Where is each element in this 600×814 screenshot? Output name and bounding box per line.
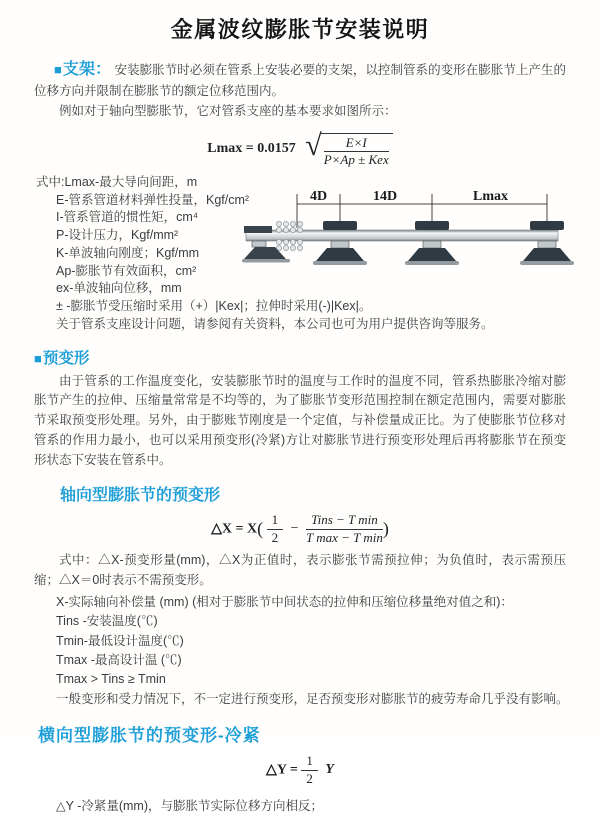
predeform-heading-text: 预变形 [42,349,90,367]
lmax-fraction-denominator: P×Ap ± Kex [323,152,389,168]
temp-denominator: T max − T min [305,529,383,545]
one-half-fraction [301,754,318,786]
blue-square-icon: ■ [54,62,62,77]
axial-subsection-heading: 轴向型膨胀节的预变形 [60,487,221,505]
support-example-line: 例如对于轴向型膨胀节，它对管系支座的基本要求如图所示： [59,104,397,119]
axial-list-item: Tmin-最低设计温度(℃) [56,633,184,648]
half-denominator: 2 [271,529,279,545]
support-intro-paragraph [34,57,566,102]
lateral-note-line: △Y -冷紧量(mm)，与膨胀节实际位移方向相反； [56,799,324,814]
dim-label-14d: 14D [373,189,398,204]
lateral-formula-lhs: △Y = [266,762,298,778]
axial-list-item: Tins -安装温度(℃) [56,614,158,629]
definition-item: P-设计压力，Kgf/mm² [56,228,179,243]
open-paren: ( [257,518,264,539]
lateral-formula [0,754,600,786]
lateral-formula-rhs: Y [325,762,334,778]
one-half-fraction [267,513,284,545]
temperature-fraction [306,513,383,545]
definition-item: 式中:Lmax-最大导向间距，m [36,174,198,189]
axial-list-item: Tmax -最高设计温 (℃) [56,653,182,668]
axial-list-item: Tmax > Tins ≥ Tmin [56,672,166,687]
definition-item: ± -膨胀节受压缩时采用（+）|Kex|；拉伸时采用(-)|Kex|。 [56,299,372,314]
axial-explain-paragraph: 式中：△X-预变形量(mm)，△X为正值时，表示膨张节需预拉伸；为负值时，表示需预压缩；△X＝0时表示不需预变形。 [34,553,566,588]
half-numerator: 1 [267,513,284,530]
definition-item: Ap-膨胀节有效面积，cm² [56,263,197,278]
lmax-fraction [324,136,389,168]
blue-square-icon: ■ [34,350,42,366]
lmax-fraction-numerator: E×I [324,136,389,153]
definition-item: 关于管系支座设计问题，请参阅有关资料，本公司也可为用户提供咨询等服务。 [56,316,494,331]
predeform-body-paragraph: 由于管系的工作温度变化，安装膨胀节时的温度与工作时的温度不同，管系热膨胀冷缩对膨胀节产生的拉伸、压缩量常常是不均等的，为了膨胀节变形范围控制在额定范围内，需要对膨胀节采取预变形处理。另外，由于膨账节刚度是一个定值，与补偿量成正比。为了使膨胀节位移对管系的作用力最小，也可以采用预变形(冷紧)方让对膨胀节进行预变形处理后再将膨胀节在预变形状态下安装在管系中。 [34,373,566,467]
axial-list-item: 一般变形和受力情况下，不一定进行预变形，足否预变形对膨胀节的疲劳寿命几乎没有影响。 [56,691,569,706]
axial-list-item: X-实际轴向补偿量 (mm) (相对于膨胀节中间状态的拉伸和压缩位移量绝对值之和)： [56,594,513,609]
definition-item: K-单波轴向刚度；Kgf/mm [56,245,200,260]
half-numerator: 1 [301,754,318,771]
definition-item: E-管系管道材料弹性投量，Kgf/cm² [56,192,250,207]
half-denominator: 2 [306,770,313,786]
definition-item: ex-单波轴向位移，mm [56,281,182,296]
support-intro-text: 安装膨胀节时必须在管系上安装必要的支架，以控制管系的变形在膨胀节上产生的位移方向并限制在膨胀节的额定位移范围内。 [34,63,566,99]
pipe-support-diagram [240,186,600,288]
sqrt-body [320,133,393,168]
pipe-support [520,221,574,265]
definition-item: I-管系管道的惯性矩，cm⁴ [56,210,199,225]
sqrt-sign: √ [305,128,322,162]
axial-formula-lhs: △X = X [211,521,258,537]
temp-numerator: Tins − T min [306,513,383,530]
close-paren: ) [382,518,389,539]
lateral-subsection-heading: 横向型膨胀节的预变形-冷紧 [38,726,261,746]
lmax-formula [0,130,600,168]
support-section-heading: 支架： [62,61,112,78]
lmax-formula-lhs: Lmax = 0.0157 [207,141,296,157]
pipe-support [313,221,367,265]
page-title: 金属波纹膨胀节安装说明 [170,17,430,42]
minus-operator: − [290,521,299,537]
pipe-support [405,221,459,265]
dim-label-lmax: Lmax [473,189,508,204]
axial-formula [0,513,600,545]
dim-label-4d: 4D [310,189,328,204]
predeform-section-heading [34,346,600,368]
axial-variable-list [36,593,600,709]
sqrt-radical [305,130,392,168]
